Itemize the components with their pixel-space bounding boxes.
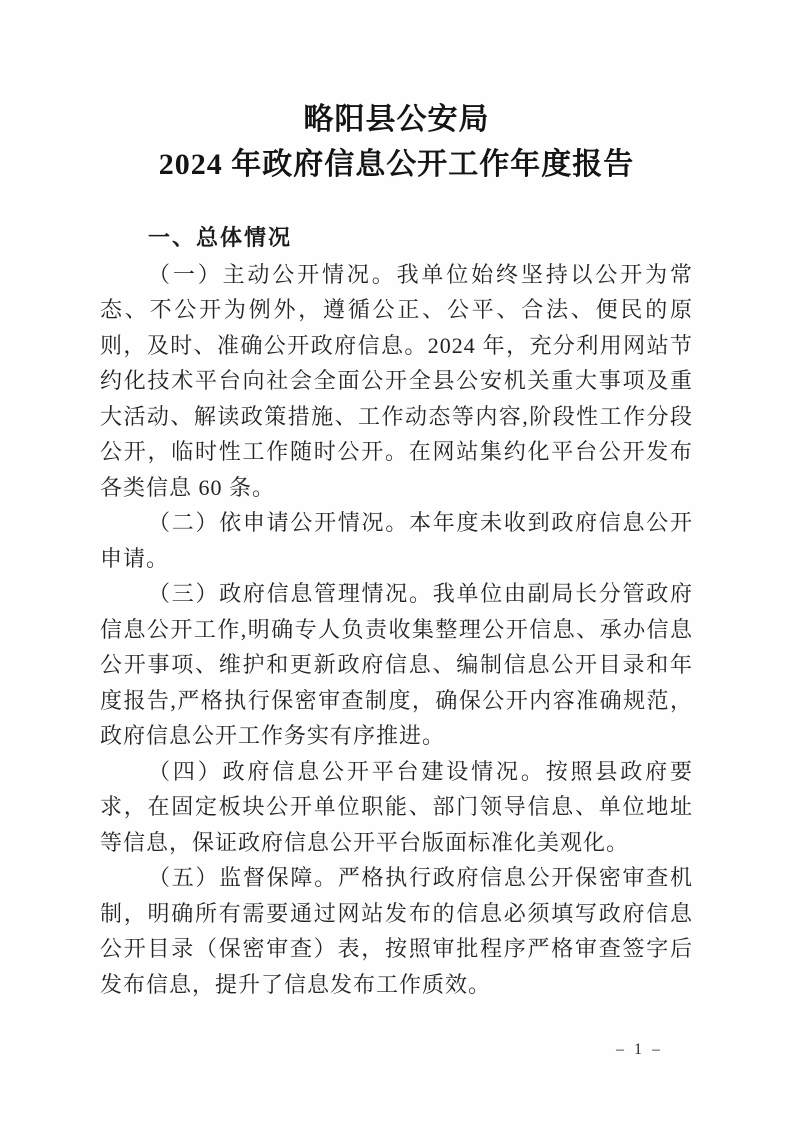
paragraph-2 (100, 505, 693, 576)
paragraph-5-lead: （五）监督保障。 (148, 865, 338, 890)
paragraph-1-text: 我单位始终坚持以公开为常态、不公开为例外，遵循公正、公平、合法、便民的原则，及时、准确公开政府信息。2024 年，充分利用网站节约化技术平台向社会全面公开全县公安机关重大事项及重大活动、解读政策措施、工作动态等内容,阶段性工作分段公开，临时性工作随时公开。在网站集约化平台公开发布各类信息 60 条。 (100, 261, 693, 500)
document-title-line1: 略阳县公安局 (303, 103, 490, 136)
section-heading: 一、总体情况 (148, 226, 293, 251)
document-body (100, 221, 693, 1002)
paragraph-3-lead: （三）政府信息管理情况。 (148, 581, 433, 606)
paragraph-3 (100, 576, 693, 754)
page-number: – 1 – (616, 1041, 663, 1058)
document-title (0, 97, 793, 187)
paragraph-3-text: 我单位由副局长分管政府信息公开工作,明确专人负责收集整理公开信息、承办信息公开事项、维护和更新政府信息、编制信息公开目录和年度报告,严格执行保密审查制度，确保公开内容准确规范，政府信息公开工作务实有序推进。 (100, 581, 693, 748)
paragraph-1-lead: （一）主动公开情况。 (148, 261, 397, 287)
paragraph-2-lead: （二）依申请公开情况。 (148, 510, 409, 535)
paragraph-4 (100, 754, 693, 861)
paragraph-2-text: 本年度未收到政府信息公开申请。 (100, 510, 693, 571)
paragraph-4-text: 按照县政府要求，在固定板块公开单位职能、部门领导信息、单位地址等信息，保证政府信息公开平台版面标准化美观化。 (100, 758, 693, 855)
paragraph-5 (100, 860, 693, 1002)
paragraph-4-lead: （四）政府信息公开平台建设情况。 (148, 758, 546, 784)
paragraph-1 (100, 257, 693, 506)
paragraph-5-text: 严格执行政府信息公开保密审查机制，明确所有需要通过网站发布的信息必须填写政府信息公开目录（保密审查）表，按照审批程序严格审查签字后发布信息，提升了信息发布工作质效。 (100, 865, 693, 997)
document-title-line2: 2024 年政府信息公开工作年度报告 (158, 148, 635, 181)
